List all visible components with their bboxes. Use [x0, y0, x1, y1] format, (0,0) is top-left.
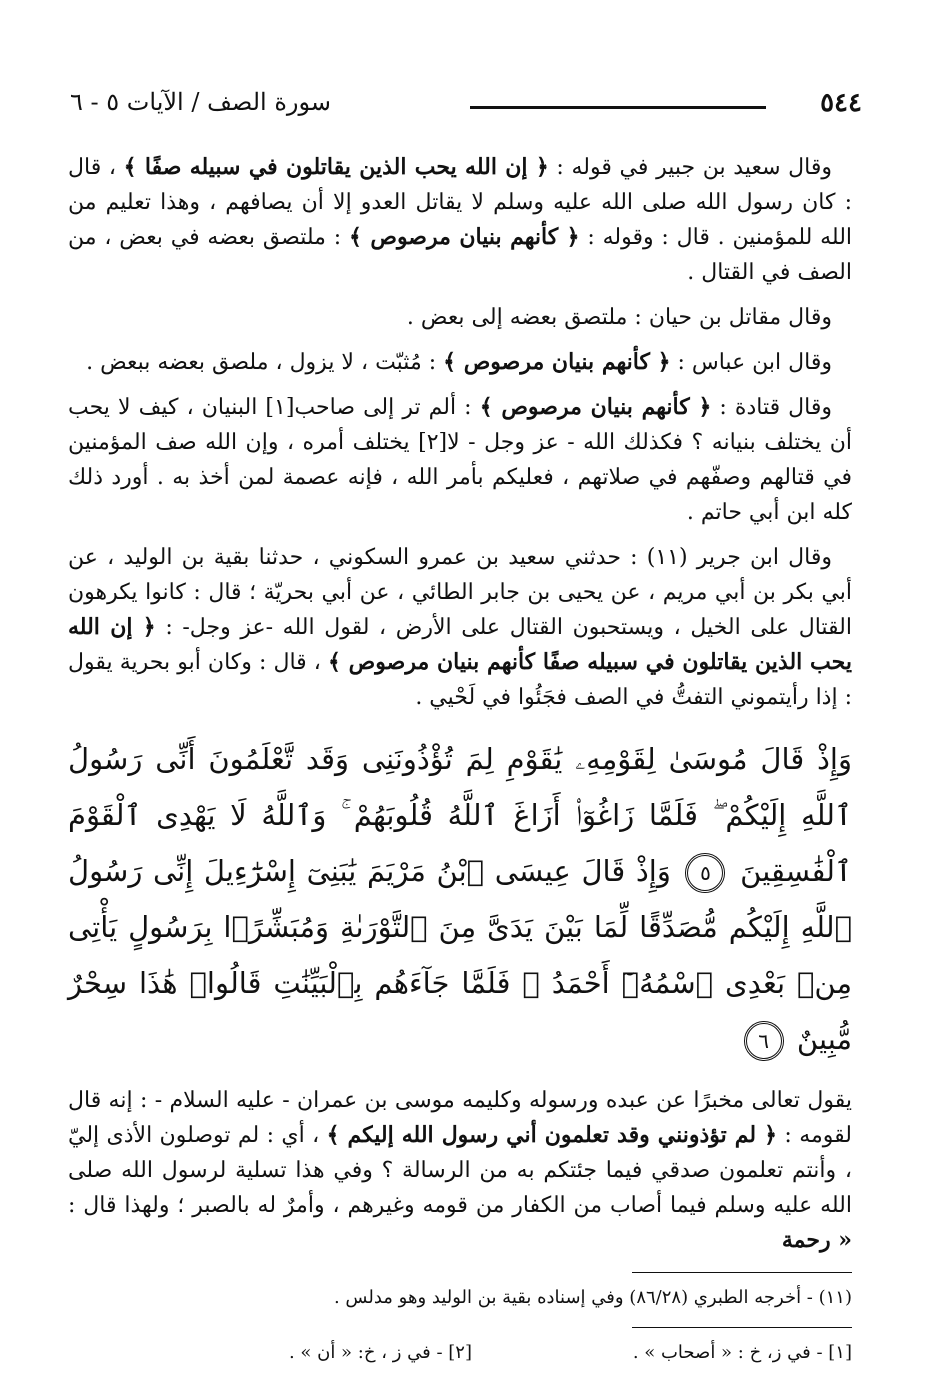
page-body: [68, 150, 852, 1376]
verse-number-marker: ٥: [685, 853, 725, 893]
running-title: سورة الصف / الآيات ٥ - ٦: [70, 88, 332, 116]
footnote-2: [٢] - في ز ، خ: « أن » .: [288, 1342, 472, 1363]
footnote-11: (١١) - أخرجه الطبري (٨٦/٢٨) وفي إسناده بقية بن الوليد وهو مدلس .: [333, 1287, 852, 1308]
paragraph: وقال مقاتل بن حيان : ملتصق بعضه إلى بعض .: [406, 305, 832, 330]
verse-number-marker: ٦: [744, 1021, 784, 1061]
footnotes-row: [68, 1342, 852, 1376]
running-header: [60, 86, 874, 120]
paragraph: وقال ابن جرير (١١) : حدثني سعيد بن عمرو السكوني ، حدثنا بقية بن الوليد ، عن أبي بكر بن أبي مريم ، عن يحيى بن جابر الطائي ، عن أبي بحريّة ؛ قال : كانوا يكرهون القتال على الخيل ، ويستحبون القتال على الأرض ، لقول الله -عز وجل- : ﴿ إن الله يحب الذين يقاتلون في سبيله صفًا كأنهم بنيان مرصوص ﴾ ، قال : وكان أبو بحرية يقول : إذا رأيتموني التفتُّ في الصف فجَئُوا في لَحْيي .: [68, 545, 852, 710]
paragraph: وقال ابن عباس : ﴿ كأنهم بنيان مرصوص ﴾ : مُثبّت ، لا يزول ، ملصق بعضه ببعض .: [86, 349, 832, 375]
paragraph: وقال سعيد بن جبير في قوله : ﴿ إن الله يحب الذين يقاتلون في سبيله صفًا ﴾ ، قال : كان رسول الله صلى الله عليه وسلم لا يقاتل العدو إلا أن يصافهم ، وهذا تعليم من الله للمؤمنين . قال : وقوله : ﴿ كأنهم بنيان مرصوص ﴾ : ملتصق بعضه في بعض ، من الصف في القتال .: [68, 154, 853, 285]
verse-5-text: وَإِذْ قَالَ مُوسَىٰ لِقَوْمِهِۦ يَٰقَوْمِ لِمَ تُؤْذُونَنِى وَقَد تَّعْلَمُونَ أَنِّى رَسُولُ ٱللَّهِ إِلَيْكُمْ ۖ فَلَمَّا زَاغُوٓا۟ أَزَاغَ ٱللَّهُ قُلُوبَهُمْ ۚ وَٱللَّهُ لَا يَهْدِى ٱلْقَوْمَ ٱلْفَٰسِقِينَ: [68, 742, 852, 888]
header-rule: [470, 106, 766, 109]
page-number: ٥٤٤: [820, 88, 862, 118]
quran-verses: [68, 731, 852, 1067]
footnote-rule: [632, 1272, 852, 1273]
tafsir-paragraph: يقول تعالى مخبرًا عن عبده ورسوله وكليمه موسى بن عمران - عليه السلام - : إنه قال لقومه : ﴿ لم تؤذونني وقد تعلمون أني رسول الله إليكم ﴾ ، أي : لم توصلون الأذى إليّ ، وأنتم تعلمون صدقي فيما جئتكم به من الرسالة ؟ وفي هذا تسلية لرسول الله صلى الله عليه وسلم فيما أصاب من الكفار من قومه وغيرهم ، وأمرٌ له بالصبر ؛ ولهذا قال : « رحمة: [68, 1088, 852, 1253]
footnote-1: [١] - في ز، خ : « أصحاب » .: [632, 1342, 852, 1363]
paragraph: وقال قتادة : ﴿ كأنهم بنيان مرصوص ﴾ : ألم تر إلى صاحب[١] البنيان ، كيف لا يحب أن يختلف بنيانه ؟ فكذلك الله - عز وجل - لا[٢] يختلف أمره ، وإن الله صف المؤمنين في قتالهم وصفّهم في صلاتهم ، فعليكم بأمر الله ، فإنه عصمة لمن أخذ به . أورد ذلك كله ابن أبي حاتم .: [68, 394, 852, 525]
verse-6-text: وَإِذْ قَالَ عِيسَى ٱبْنُ مَرْيَمَ يَٰبَنِىٓ إِسْرَٰٓءِيلَ إِنِّى رَسُولُ ٱللَّهِ إِلَيْكُم مُّصَدِّقًا لِّمَا بَيْنَ يَدَىَّ مِنَ ٱلتَّوْرَىٰةِ وَمُبَشِّرًۢا بِرَسُولٍ يَأْتِى مِنۢ بَعْدِى ٱسْمُهُۥٓ أَحْمَدُ ۖ فَلَمَّا جَآءَهُم بِٱلْبَيِّنَٰتِ قَالُوا۟ هَٰذَا سِحْرٌ مُّبِينٌ: [68, 854, 852, 1056]
footnote-rule: [632, 1327, 852, 1328]
